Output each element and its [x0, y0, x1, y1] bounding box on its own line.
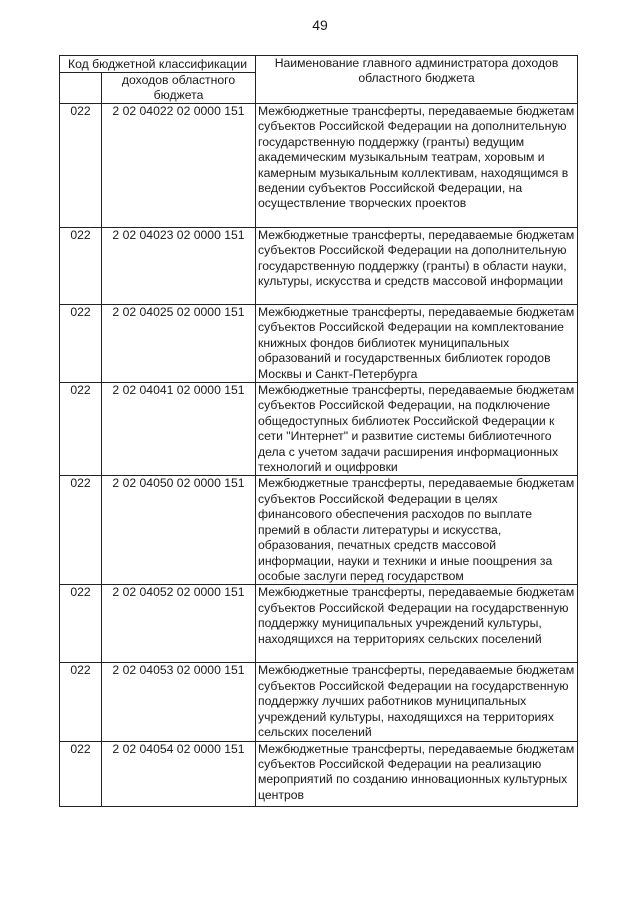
- income-code-cell: 2 02 04023 02 0000 151: [102, 228, 256, 305]
- table-row: [60, 104, 578, 228]
- income-code-cell: 2 02 04052 02 0000 151: [102, 585, 256, 663]
- table-row: [60, 228, 578, 305]
- admin-code-cell: 022: [60, 228, 102, 305]
- income-name-cell: Межбюджетные трансферты, передаваемые бюджетам субъектов Российской Федерации на дополнительную государственную поддержку (гранты) в области науки, культуры, искусства и средств массовой информации: [256, 228, 578, 305]
- header-classification: Код бюджетной классификации: [60, 56, 256, 73]
- admin-code-cell: 022: [60, 585, 102, 663]
- admin-code-cell: 022: [60, 305, 102, 383]
- table-row: [60, 585, 578, 663]
- income-name-cell: Межбюджетные трансферты, передаваемые бюджетам субъектов Российской Федерации на комплектование книжных фондов библиотек муниципальных образований и государственных библиотек городов Москвы и Санкт-Петербурга: [256, 305, 578, 383]
- budget-classification-table: [59, 55, 578, 807]
- admin-code-cell: 022: [60, 741, 102, 806]
- income-code-cell: 2 02 04054 02 0000 151: [102, 741, 256, 806]
- table-row: [60, 663, 578, 741]
- admin-code-cell: 022: [60, 104, 102, 228]
- income-code-cell: 2 02 04022 02 0000 151: [102, 104, 256, 228]
- admin-code-cell: 022: [60, 383, 102, 476]
- income-code-cell: 2 02 04041 02 0000 151: [102, 383, 256, 476]
- income-name-cell: Межбюджетные трансферты, передаваемые бюджетам субъектов Российской Федерации в целях финансового обеспечения расходов по выплате премий в области литературы и искусства, образования, печатных средств массовой информации, науки и техники и иные поощрения за особые заслуги перед государством: [256, 476, 578, 585]
- admin-code-cell: 022: [60, 476, 102, 585]
- income-name-cell: Межбюджетные трансферты, передаваемые бюджетам субъектов Российской Федерации на государственную поддержку лучших работников муниципальных учреждений культуры, находящихся на территориях сельских поселений: [256, 663, 578, 741]
- table-row: [60, 741, 578, 806]
- income-code-cell: 2 02 04025 02 0000 151: [102, 305, 256, 383]
- page-number: 49: [312, 17, 328, 33]
- income-name-cell: Межбюджетные трансферты, передаваемые бюджетам субъектов Российской Федерации на государственную поддержку муниципальных учреждений культуры, находящихся на территориях сельских поселений: [256, 585, 578, 663]
- admin-code-cell: 022: [60, 663, 102, 741]
- income-name-cell: Межбюджетные трансферты, передаваемые бюджетам субъектов Российской Федерации, на подключение общедоступных библиотек Российской Федерации к сети "Интернет" и развитие системы библиотечного дела с учетом задачи расширения информационных технологий и оцифровки: [256, 383, 578, 476]
- income-name-cell: Межбюджетные трансферты, передаваемые бюджетам субъектов Российской Федерации на реализацию мероприятий по созданию инновационных культурных центров: [256, 741, 578, 806]
- header-admin-code-blank: [60, 73, 102, 104]
- income-code-cell: 2 02 04050 02 0000 151: [102, 476, 256, 585]
- header-administrator-name: Наименование главного администратора доходов областного бюджета: [256, 56, 578, 104]
- header-income: доходов областного бюджета: [102, 73, 256, 104]
- income-name-cell: Межбюджетные трансферты, передаваемые бюджетам субъектов Российской Федерации на дополнительную государственную поддержку (гранты) ведущим академическим музыкальным театрам, хоровым и камерным музыкальным коллективам, находящимся в ведении субъектов Российской Федерации, на осуществление творческих проектов: [256, 104, 578, 228]
- table-row: [60, 383, 578, 476]
- income-code-cell: 2 02 04053 02 0000 151: [102, 663, 256, 741]
- table-row: [60, 305, 578, 383]
- table-row: [60, 476, 578, 585]
- table-header-row: [60, 56, 578, 73]
